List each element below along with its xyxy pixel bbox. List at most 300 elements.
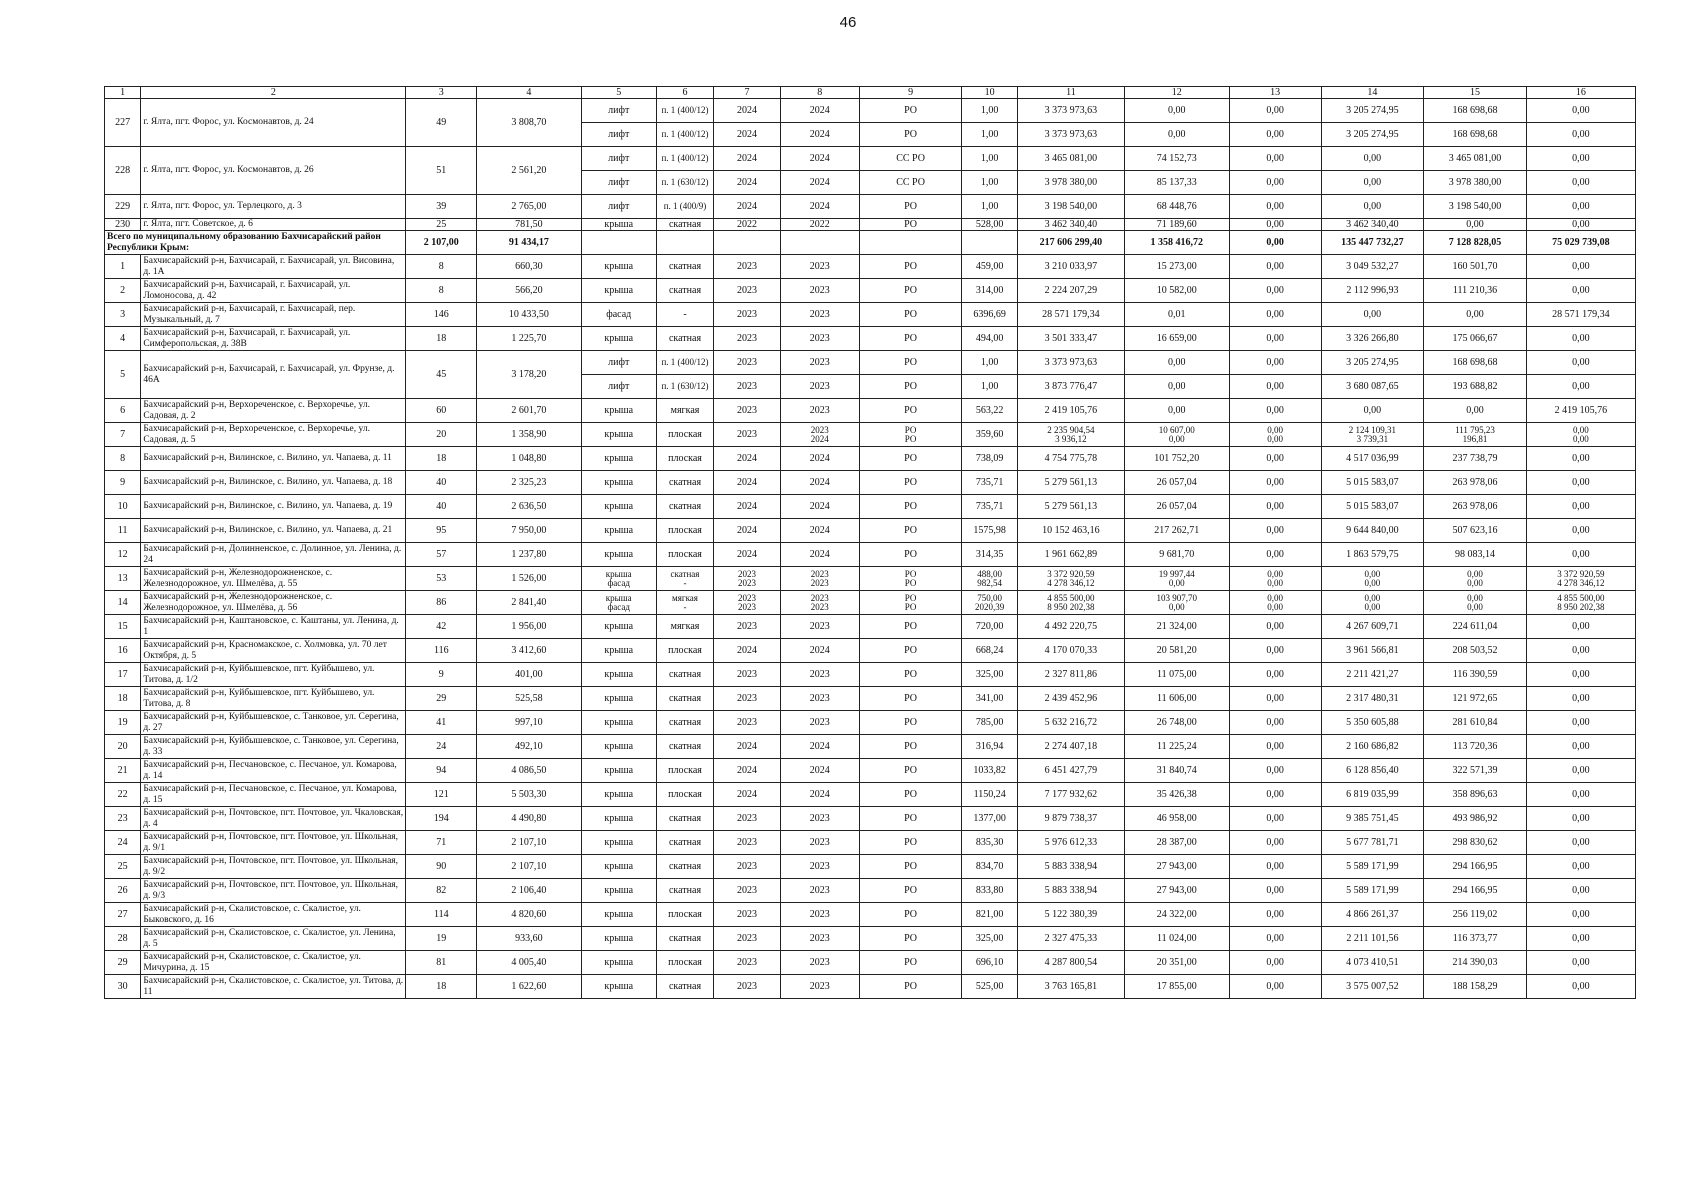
row-c5: лифт bbox=[581, 171, 656, 195]
total-empty-5 bbox=[581, 231, 656, 255]
row-c11: 4 855 500,00 8 950 202,38 bbox=[1017, 591, 1124, 615]
row-c8: 2023 bbox=[780, 687, 859, 711]
row-c5: крыша bbox=[581, 687, 656, 711]
row-address: Бахчисарайский р-н, Вилинское, с. Вилино, ул. Чапаева, д. 18 bbox=[141, 471, 406, 495]
row-c15: 121 972,65 bbox=[1424, 687, 1527, 711]
row-c10: 821,00 bbox=[962, 903, 1018, 927]
row-c14: 3 049 532,27 bbox=[1321, 255, 1424, 279]
table-row bbox=[105, 951, 1636, 975]
row-c14: 5 677 781,71 bbox=[1321, 831, 1424, 855]
total-empty-9 bbox=[859, 231, 962, 255]
row-c16: 0,00 bbox=[1526, 147, 1635, 171]
row-c9: РО bbox=[859, 399, 962, 423]
row-residents: 40 bbox=[406, 471, 477, 495]
row-c6: плоская bbox=[656, 951, 714, 975]
row-c7: 2024 bbox=[714, 783, 780, 807]
row-c11: 3 198 540,00 bbox=[1017, 195, 1124, 219]
row-c12: 217 262,71 bbox=[1124, 519, 1229, 543]
row-area: 3 808,70 bbox=[477, 99, 582, 147]
row-c10: 835,30 bbox=[962, 831, 1018, 855]
row-residents: 45 bbox=[406, 351, 477, 399]
row-c13: 0,00 bbox=[1229, 327, 1321, 351]
table-row bbox=[105, 903, 1636, 927]
table-row bbox=[105, 759, 1636, 783]
row-c9: РО bbox=[859, 951, 962, 975]
row-c7: 2023 bbox=[714, 831, 780, 855]
row-c7: 2024 bbox=[714, 99, 780, 123]
row-residents: 18 bbox=[406, 975, 477, 999]
row-area: 2 561,20 bbox=[477, 147, 582, 195]
table-row bbox=[105, 975, 1636, 999]
row-c12: 74 152,73 bbox=[1124, 147, 1229, 171]
row-address: Бахчисарайский р-н, Железнодорожненское, с. Железнодорожное, ул. Шмелёва, д. 55 bbox=[141, 567, 406, 591]
row-c10: 1,00 bbox=[962, 375, 1018, 399]
row-c16: 0,00 bbox=[1526, 975, 1635, 999]
row-c9: РО bbox=[859, 807, 962, 831]
page-number: 46 bbox=[839, 14, 857, 31]
row-c9: РО bbox=[859, 975, 962, 999]
row-residents: 82 bbox=[406, 879, 477, 903]
total-c12: 1 358 416,72 bbox=[1124, 231, 1229, 255]
row-c16: 0,00 bbox=[1526, 927, 1635, 951]
row-number: 15 bbox=[105, 615, 141, 639]
row-c10: 1,00 bbox=[962, 195, 1018, 219]
row-c10: 325,00 bbox=[962, 927, 1018, 951]
table-row bbox=[105, 195, 1636, 219]
row-c8: 2023 bbox=[780, 951, 859, 975]
row-c16: 0,00 bbox=[1526, 279, 1635, 303]
row-c6: скатная bbox=[656, 495, 714, 519]
row-c12: 103 907,70 0,00 bbox=[1124, 591, 1229, 615]
row-c10: 738,09 bbox=[962, 447, 1018, 471]
table-row bbox=[105, 927, 1636, 951]
row-c7: 2023 bbox=[714, 375, 780, 399]
row-c14: 5 015 583,07 bbox=[1321, 495, 1424, 519]
row-c16: 0,00 bbox=[1526, 327, 1635, 351]
row-c16: 3 372 920,59 4 278 346,12 bbox=[1526, 567, 1635, 591]
row-residents: 60 bbox=[406, 399, 477, 423]
row-address: Бахчисарайский р-н, Долинненское, с. Долинное, ул. Ленина, д. 24 bbox=[141, 543, 406, 567]
row-c14: 0,00 bbox=[1321, 303, 1424, 327]
row-address: Бахчисарайский р-н, Бахчисарай, г. Бахчисарай, пер. Музыкальный, д. 7 bbox=[141, 303, 406, 327]
row-c5: крыша bbox=[581, 711, 656, 735]
row-residents: 25 bbox=[406, 219, 477, 231]
row-c14: 2 317 480,31 bbox=[1321, 687, 1424, 711]
row-c15: 160 501,70 bbox=[1424, 255, 1527, 279]
row-c13: 0,00 bbox=[1229, 447, 1321, 471]
row-number: 4 bbox=[105, 327, 141, 351]
row-number: 24 bbox=[105, 831, 141, 855]
row-address: Бахчисарайский р-н, Вилинское, с. Вилино, ул. Чапаева, д. 11 bbox=[141, 447, 406, 471]
row-c12: 0,00 bbox=[1124, 351, 1229, 375]
row-c7: 2023 bbox=[714, 687, 780, 711]
table-row bbox=[105, 615, 1636, 639]
row-c6: скатная bbox=[656, 855, 714, 879]
row-c13: 0,00 0,00 bbox=[1229, 423, 1321, 447]
row-c9: РО bbox=[859, 219, 962, 231]
row-address: г. Ялта, пгт. Советское, д. 6 bbox=[141, 219, 406, 231]
row-c12: 17 855,00 bbox=[1124, 975, 1229, 999]
row-c14: 4 073 410,51 bbox=[1321, 951, 1424, 975]
row-c8: 2023 bbox=[780, 303, 859, 327]
row-area: 781,50 bbox=[477, 219, 582, 231]
row-c7: 2024 bbox=[714, 195, 780, 219]
row-c9: РО bbox=[859, 195, 962, 219]
row-c16: 0,00 bbox=[1526, 783, 1635, 807]
row-c12: 0,00 bbox=[1124, 123, 1229, 147]
row-c16: 0,00 bbox=[1526, 687, 1635, 711]
row-c13: 0,00 bbox=[1229, 351, 1321, 375]
row-c11: 4 170 070,33 bbox=[1017, 639, 1124, 663]
row-c7: 2023 bbox=[714, 327, 780, 351]
row-c9: РО bbox=[859, 519, 962, 543]
row-c13: 0,00 bbox=[1229, 147, 1321, 171]
row-c12: 46 958,00 bbox=[1124, 807, 1229, 831]
row-c12: 11 225,24 bbox=[1124, 735, 1229, 759]
row-c16: 0,00 bbox=[1526, 195, 1635, 219]
table-row bbox=[105, 807, 1636, 831]
row-c8: 2024 bbox=[780, 447, 859, 471]
total-residents: 2 107,00 bbox=[406, 231, 477, 255]
row-number: 30 bbox=[105, 975, 141, 999]
table-row bbox=[105, 639, 1636, 663]
row-c15: 263 978,06 bbox=[1424, 471, 1527, 495]
row-c7: 2024 bbox=[714, 495, 780, 519]
row-c6: скатная bbox=[656, 471, 714, 495]
row-c9: СС РО bbox=[859, 147, 962, 171]
row-c11: 2 419 105,76 bbox=[1017, 399, 1124, 423]
row-number: 27 bbox=[105, 903, 141, 927]
row-c8: 2024 bbox=[780, 735, 859, 759]
table-row bbox=[105, 711, 1636, 735]
row-c12: 20 351,00 bbox=[1124, 951, 1229, 975]
row-c7: 2023 bbox=[714, 663, 780, 687]
row-c8: 2024 bbox=[780, 639, 859, 663]
row-area: 492,10 bbox=[477, 735, 582, 759]
row-c5: лифт bbox=[581, 351, 656, 375]
row-c13: 0,00 bbox=[1229, 375, 1321, 399]
row-area: 2 325,23 bbox=[477, 471, 582, 495]
row-number: 13 bbox=[105, 567, 141, 591]
row-c9: РО bbox=[859, 123, 962, 147]
row-c15: 358 896,63 bbox=[1424, 783, 1527, 807]
row-area: 7 950,00 bbox=[477, 519, 582, 543]
row-address: Бахчисарайский р-н, Скалистовское, с. Скалистое, ул. Мичурина, д. 15 bbox=[141, 951, 406, 975]
row-c5: крыша bbox=[581, 807, 656, 831]
row-c16: 0,00 bbox=[1526, 495, 1635, 519]
total-row bbox=[105, 231, 1636, 255]
row-c13: 0,00 bbox=[1229, 123, 1321, 147]
row-c15: 175 066,67 bbox=[1424, 327, 1527, 351]
row-c7: 2024 bbox=[714, 123, 780, 147]
row-c5: крыша bbox=[581, 519, 656, 543]
row-c11: 3 462 340,40 bbox=[1017, 219, 1124, 231]
row-number: 229 bbox=[105, 195, 141, 219]
row-c5: крыша bbox=[581, 783, 656, 807]
row-number: 17 bbox=[105, 663, 141, 687]
row-c9: РО bbox=[859, 783, 962, 807]
row-c15: 322 571,39 bbox=[1424, 759, 1527, 783]
row-c14: 5 589 171,99 bbox=[1321, 879, 1424, 903]
row-c12: 28 387,00 bbox=[1124, 831, 1229, 855]
total-c16: 75 029 739,08 bbox=[1526, 231, 1635, 255]
row-c15: 188 158,29 bbox=[1424, 975, 1527, 999]
row-c8: 2024 bbox=[780, 543, 859, 567]
row-address: Бахчисарайский р-н, Скалистовское, с. Скалистое, ул. Ленина, д. 5 bbox=[141, 927, 406, 951]
row-address: Бахчисарайский р-н, Бахчисарай, г. Бахчисарай, ул. Симферопольская, д. 38В bbox=[141, 327, 406, 351]
row-c7: 2023 bbox=[714, 303, 780, 327]
row-c10: 316,94 bbox=[962, 735, 1018, 759]
row-c11: 3 372 920,59 4 278 346,12 bbox=[1017, 567, 1124, 591]
row-c8: 2023 2024 bbox=[780, 423, 859, 447]
row-c16: 0,00 bbox=[1526, 543, 1635, 567]
row-c8: 2024 bbox=[780, 783, 859, 807]
row-c10: 525,00 bbox=[962, 975, 1018, 999]
row-address: Бахчисарайский р-н, Бахчисарай, г. Бахчисарай, ул. Ломоносова, д. 42 bbox=[141, 279, 406, 303]
row-c7: 2024 bbox=[714, 171, 780, 195]
row-c5: крыша bbox=[581, 951, 656, 975]
row-residents: 95 bbox=[406, 519, 477, 543]
row-c5: лифт bbox=[581, 195, 656, 219]
row-c9: РО РО bbox=[859, 567, 962, 591]
row-c8: 2023 bbox=[780, 663, 859, 687]
row-c5: фасад bbox=[581, 303, 656, 327]
row-c11: 4 492 220,75 bbox=[1017, 615, 1124, 639]
row-c5: крыша bbox=[581, 471, 656, 495]
row-area: 4 005,40 bbox=[477, 951, 582, 975]
row-c14: 5 350 605,88 bbox=[1321, 711, 1424, 735]
row-c12: 0,00 bbox=[1124, 399, 1229, 423]
row-c15: 168 698,68 bbox=[1424, 123, 1527, 147]
row-number: 8 bbox=[105, 447, 141, 471]
row-c14: 0,00 bbox=[1321, 171, 1424, 195]
row-c10: 459,00 bbox=[962, 255, 1018, 279]
row-address: Бахчисарайский р-н, Куйбышевское, пгт. Куйбышево, ул. Титова, д. 8 bbox=[141, 687, 406, 711]
row-c10: 696,10 bbox=[962, 951, 1018, 975]
row-c10: 1,00 bbox=[962, 171, 1018, 195]
row-c8: 2022 bbox=[780, 219, 859, 231]
row-number: 228 bbox=[105, 147, 141, 195]
row-number: 14 bbox=[105, 591, 141, 615]
total-c15: 7 128 828,05 bbox=[1424, 231, 1527, 255]
row-c7: 2024 bbox=[714, 735, 780, 759]
row-c8: 2023 bbox=[780, 351, 859, 375]
row-number: 5 bbox=[105, 351, 141, 399]
row-c10: 1,00 bbox=[962, 147, 1018, 171]
row-area: 2 106,40 bbox=[477, 879, 582, 903]
table-row bbox=[105, 663, 1636, 687]
row-c16: 0,00 bbox=[1526, 99, 1635, 123]
row-c15: 214 390,03 bbox=[1424, 951, 1527, 975]
row-c9: РО bbox=[859, 471, 962, 495]
row-c15: 0,00 bbox=[1424, 219, 1527, 231]
row-residents: 8 bbox=[406, 279, 477, 303]
row-c16: 0,00 bbox=[1526, 255, 1635, 279]
row-c10: 1,00 bbox=[962, 351, 1018, 375]
row-c11: 2 235 904,54 3 936,12 bbox=[1017, 423, 1124, 447]
row-number: 2 bbox=[105, 279, 141, 303]
row-c6: п. 1 (400/12) bbox=[656, 99, 714, 123]
row-residents: 53 bbox=[406, 567, 477, 591]
total-c11: 217 606 299,40 bbox=[1017, 231, 1124, 255]
row-number: 20 bbox=[105, 735, 141, 759]
row-c16: 0,00 bbox=[1526, 879, 1635, 903]
column-number-8: 8 bbox=[780, 87, 859, 99]
row-c10: 750,00 2020,39 bbox=[962, 591, 1018, 615]
row-c12: 27 943,00 bbox=[1124, 879, 1229, 903]
row-number: 16 bbox=[105, 639, 141, 663]
row-area: 1 526,00 bbox=[477, 567, 582, 591]
column-number-10: 10 bbox=[962, 87, 1018, 99]
row-c15: 0,00 0,00 bbox=[1424, 591, 1527, 615]
row-c8: 2023 2023 bbox=[780, 591, 859, 615]
row-c10: 735,71 bbox=[962, 471, 1018, 495]
row-c9: РО bbox=[859, 879, 962, 903]
row-number: 23 bbox=[105, 807, 141, 831]
row-number: 29 bbox=[105, 951, 141, 975]
row-c16: 0,00 bbox=[1526, 711, 1635, 735]
row-c13: 0,00 bbox=[1229, 903, 1321, 927]
row-address: Бахчисарайский р-н, Скалистовское, с. Скалистое, ул. Титова, д. 11 bbox=[141, 975, 406, 999]
row-number: 25 bbox=[105, 855, 141, 879]
row-c8: 2023 bbox=[780, 615, 859, 639]
row-c7: 2023 2023 bbox=[714, 591, 780, 615]
row-c7: 2022 bbox=[714, 219, 780, 231]
row-c8: 2023 bbox=[780, 831, 859, 855]
row-c11: 5 883 338,94 bbox=[1017, 879, 1124, 903]
row-address: Бахчисарайский р-н, Вилинское, с. Вилино, ул. Чапаева, д. 19 bbox=[141, 495, 406, 519]
row-c16: 4 855 500,00 8 950 202,38 bbox=[1526, 591, 1635, 615]
row-c7: 2023 bbox=[714, 855, 780, 879]
row-area: 2 107,10 bbox=[477, 855, 582, 879]
row-c7: 2024 bbox=[714, 639, 780, 663]
table-row bbox=[105, 831, 1636, 855]
row-area: 1 358,90 bbox=[477, 423, 582, 447]
row-c12: 27 943,00 bbox=[1124, 855, 1229, 879]
table-row bbox=[105, 783, 1636, 807]
row-c5: крыша bbox=[581, 327, 656, 351]
row-c7: 2023 bbox=[714, 351, 780, 375]
row-c6: п. 1 (400/12) bbox=[656, 351, 714, 375]
row-c13: 0,00 bbox=[1229, 783, 1321, 807]
row-residents: 94 bbox=[406, 759, 477, 783]
row-c9: РО bbox=[859, 615, 962, 639]
row-area: 2 636,50 bbox=[477, 495, 582, 519]
row-address: Бахчисарайский р-н, Верхореченское, с. Верхоречье, ул. Садовая, д. 5 bbox=[141, 423, 406, 447]
row-c12: 11 024,00 bbox=[1124, 927, 1229, 951]
row-c11: 3 501 333,47 bbox=[1017, 327, 1124, 351]
row-c13: 0,00 bbox=[1229, 759, 1321, 783]
row-residents: 39 bbox=[406, 195, 477, 219]
capital-repair-table bbox=[104, 86, 1636, 999]
table-row bbox=[105, 495, 1636, 519]
row-number: 9 bbox=[105, 471, 141, 495]
row-c6: скатная bbox=[656, 687, 714, 711]
row-c15: 168 698,68 bbox=[1424, 99, 1527, 123]
row-c5: крыша bbox=[581, 615, 656, 639]
row-c14: 0,00 0,00 bbox=[1321, 567, 1424, 591]
column-number-1: 1 bbox=[105, 87, 141, 99]
row-c6: мягкая - bbox=[656, 591, 714, 615]
row-c8: 2023 bbox=[780, 327, 859, 351]
row-residents: 18 bbox=[406, 447, 477, 471]
row-residents: 51 bbox=[406, 147, 477, 195]
row-c14: 2 124 109,31 3 739,31 bbox=[1321, 423, 1424, 447]
row-c14: 3 205 274,95 bbox=[1321, 351, 1424, 375]
row-c7: 2023 bbox=[714, 615, 780, 639]
table-row bbox=[105, 591, 1636, 615]
row-c11: 4 754 775,78 bbox=[1017, 447, 1124, 471]
row-c16: 0,00 bbox=[1526, 831, 1635, 855]
row-c13: 0,00 bbox=[1229, 519, 1321, 543]
row-area: 933,60 bbox=[477, 927, 582, 951]
column-number-15: 15 bbox=[1424, 87, 1527, 99]
row-c6: скатная bbox=[656, 975, 714, 999]
row-c16: 0,00 bbox=[1526, 447, 1635, 471]
row-c7: 2023 bbox=[714, 711, 780, 735]
column-number-7: 7 bbox=[714, 87, 780, 99]
row-c10: 1377,00 bbox=[962, 807, 1018, 831]
row-c16: 2 419 105,76 bbox=[1526, 399, 1635, 423]
row-c8: 2023 bbox=[780, 255, 859, 279]
row-area: 660,30 bbox=[477, 255, 582, 279]
row-c5: лифт bbox=[581, 123, 656, 147]
row-c11: 5 279 561,13 bbox=[1017, 495, 1124, 519]
row-number: 11 bbox=[105, 519, 141, 543]
row-c11: 5 976 612,33 bbox=[1017, 831, 1124, 855]
row-c9: СС РО bbox=[859, 171, 962, 195]
row-c9: РО bbox=[859, 255, 962, 279]
row-c13: 0,00 0,00 bbox=[1229, 567, 1321, 591]
row-c15: 0,00 0,00 bbox=[1424, 567, 1527, 591]
row-c7: 2023 bbox=[714, 423, 780, 447]
row-c15: 98 083,14 bbox=[1424, 543, 1527, 567]
table-row bbox=[105, 447, 1636, 471]
row-c6: скатная bbox=[656, 255, 714, 279]
row-area: 401,00 bbox=[477, 663, 582, 687]
row-c15: 281 610,84 bbox=[1424, 711, 1527, 735]
row-c11: 6 451 427,79 bbox=[1017, 759, 1124, 783]
row-c14: 0,00 bbox=[1321, 399, 1424, 423]
column-number-13: 13 bbox=[1229, 87, 1321, 99]
row-c7: 2023 bbox=[714, 927, 780, 951]
row-c15: 237 738,79 bbox=[1424, 447, 1527, 471]
row-c11: 3 373 973,63 bbox=[1017, 123, 1124, 147]
row-c9: РО bbox=[859, 447, 962, 471]
table-row bbox=[105, 99, 1636, 123]
row-c9: РО bbox=[859, 351, 962, 375]
row-area: 1 622,60 bbox=[477, 975, 582, 999]
row-c15: 168 698,68 bbox=[1424, 351, 1527, 375]
row-number: 3 bbox=[105, 303, 141, 327]
row-c5: крыша bbox=[581, 447, 656, 471]
row-c12: 26 057,04 bbox=[1124, 471, 1229, 495]
row-c7: 2023 bbox=[714, 975, 780, 999]
row-c8: 2023 bbox=[780, 711, 859, 735]
row-c10: 494,00 bbox=[962, 327, 1018, 351]
row-c6: п. 1 (630/12) bbox=[656, 171, 714, 195]
row-area: 1 048,80 bbox=[477, 447, 582, 471]
row-c10: 314,35 bbox=[962, 543, 1018, 567]
row-c7: 2024 bbox=[714, 519, 780, 543]
row-c14: 5 015 583,07 bbox=[1321, 471, 1424, 495]
row-c8: 2024 bbox=[780, 519, 859, 543]
row-c15: 3 978 380,00 bbox=[1424, 171, 1527, 195]
row-c15: 507 623,16 bbox=[1424, 519, 1527, 543]
row-c13: 0,00 bbox=[1229, 639, 1321, 663]
row-c12: 15 273,00 bbox=[1124, 255, 1229, 279]
row-c14: 0,00 bbox=[1321, 147, 1424, 171]
